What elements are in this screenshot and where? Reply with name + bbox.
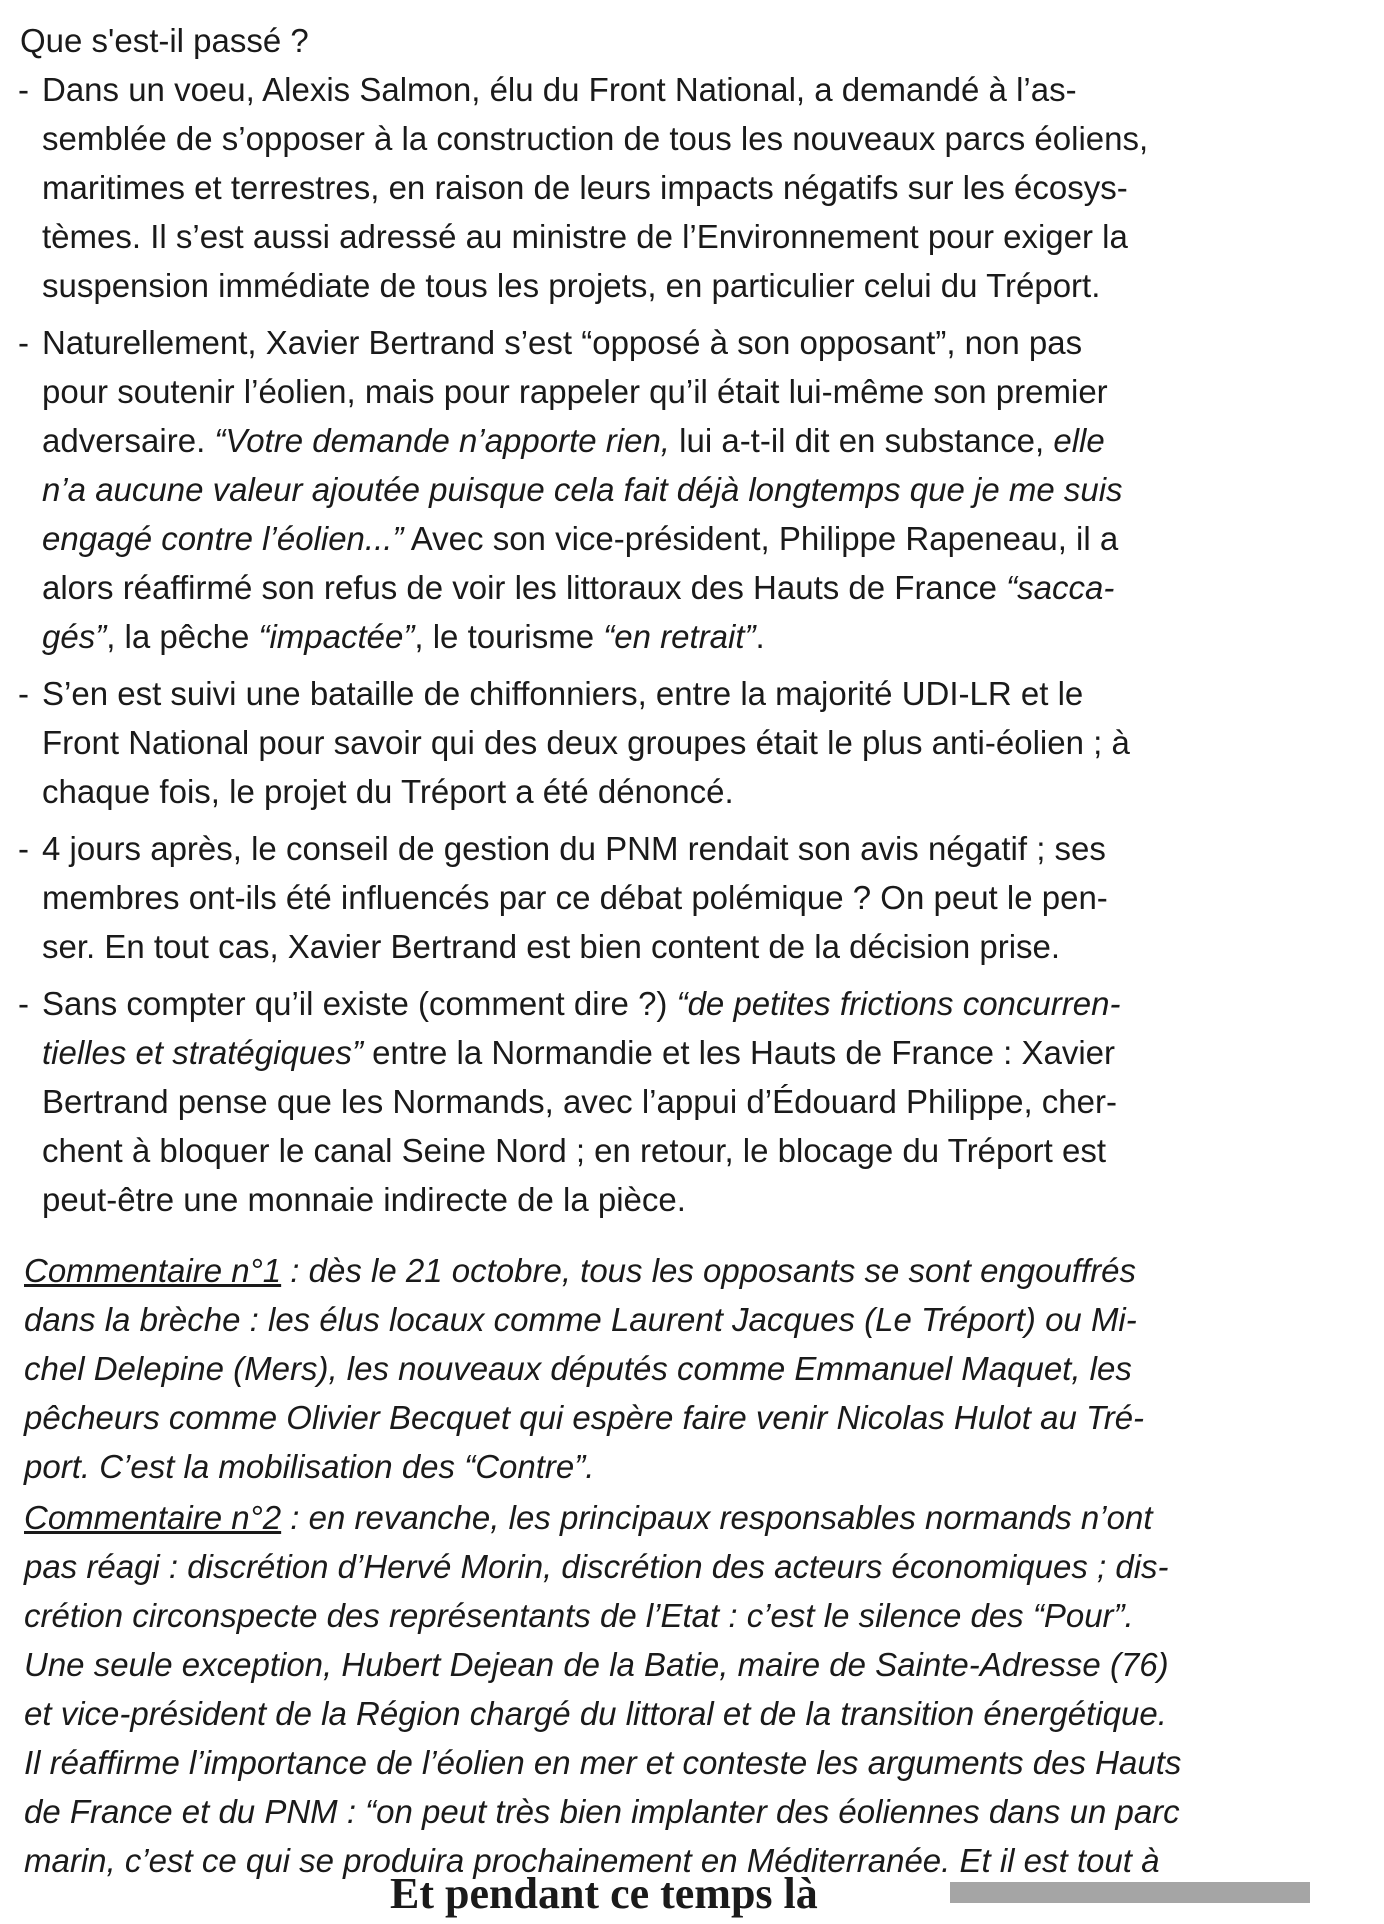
comment-line [24, 1493, 1344, 1542]
paragraph-line [42, 1175, 1332, 1224]
text-run: tèmes. Il s’est aussi adressé au ministre de l’Environnement pour exiger la [42, 218, 1128, 255]
bullet-dash: - [18, 324, 29, 361]
comment-line [24, 1591, 1344, 1640]
text-run: Bertrand pense que les Normands, avec l’appui d’Édouard Philippe, cher- [42, 1083, 1117, 1120]
comment-line [24, 1246, 1344, 1295]
text-run: S’en est suivi une bataille de chiffonniers, entre la majorité UDI-LR et le [42, 675, 1084, 712]
paragraph-line [42, 873, 1332, 922]
text-run: et vice-président de la Région chargé du littoral et de la transition énergétique. [24, 1695, 1167, 1732]
text-run: peut-être une monnaie indirecte de la pièce. [42, 1181, 686, 1218]
paragraph-line [42, 65, 1332, 114]
bullet-dash: - [18, 71, 29, 108]
text-run: crétion circonspecte des représentants de l’Etat : c’est le silence des “Pour”. [24, 1597, 1134, 1634]
paragraph-line [42, 163, 1332, 212]
text-run: ser. En tout cas, Xavier Bertrand est bien content de la décision prise. [42, 928, 1061, 965]
text-run: marin, c’est ce qui se produira prochainement en Méditerranée. Et il est tout à [24, 1842, 1160, 1879]
text-run: “sacca- [1006, 569, 1115, 606]
footer-heading: Et pendant ce temps là [390, 1869, 818, 1918]
text-run: n’a aucune valeur ajoutée puisque cela fait déjà longtemps que je me suis [42, 471, 1123, 508]
text-run: pêcheurs comme Olivier Becquet qui espère faire venir Nicolas Hulot au Tré- [24, 1399, 1145, 1436]
text-run: chaque fois, le projet du Tréport a été dénoncé. [42, 773, 734, 810]
paragraph-line [42, 767, 1332, 816]
bullet-dash: - [18, 985, 29, 1022]
text-run: “Votre demande n’apporte rien, [214, 422, 670, 459]
text-run: “en retrait” [603, 618, 756, 655]
paragraph-line [42, 465, 1332, 514]
text-run: . [755, 618, 765, 655]
text-run: “de petites frictions concurren- [676, 985, 1121, 1022]
text-run: port. C’est la mobilisation des “Contre”. [24, 1448, 595, 1485]
paragraph-line [42, 514, 1332, 563]
paragraph-line [42, 416, 1332, 465]
bullet-dash: - [18, 830, 29, 867]
text-run: , la pêche [106, 618, 259, 655]
paragraph-line [42, 922, 1332, 971]
comment-line [24, 1542, 1344, 1591]
bullet-dash: - [18, 675, 29, 712]
comment-line [24, 1640, 1344, 1689]
text-run: lui a-t-il dit en substance, [669, 422, 1054, 459]
paragraph-line [42, 1028, 1332, 1077]
comment-line [24, 1442, 1344, 1491]
text-run: adversaire. [42, 422, 215, 459]
text-run: entre la Normandie et les Hauts de France : Xavier [363, 1034, 1116, 1071]
text-run: : dès le 21 octobre, tous les opposants se sont engouffrés [281, 1252, 1137, 1289]
text-run: Dans un voeu, Alexis Salmon, élu du Front National, a demandé à l’as- [42, 71, 1077, 108]
text-run: “impactée” [258, 618, 415, 655]
paragraph-line [42, 1126, 1332, 1175]
text-run: Sans compter qu’il existe (comment dire ?) [42, 985, 677, 1022]
text-run: 4 jours après, le conseil de gestion du PNM rendait son avis négatif ; ses [42, 830, 1106, 867]
paragraph-line [42, 114, 1332, 163]
text-run: pour soutenir l’éolien, mais pour rappeler qu’il était lui-même son premier [42, 373, 1108, 410]
text-run: de France et du PNM : “on peut très bien implanter des éoliennes dans un parc [24, 1793, 1180, 1830]
comment-line [24, 1344, 1344, 1393]
text-run: Front National pour savoir qui des deux groupes était le plus anti-éolien ; à [42, 724, 1130, 761]
text-run: Avec son vice-président, Philippe Rapeneau, il a [403, 520, 1119, 557]
text-run: Il réaffirme l’importance de l’éolien en mer et conteste les arguments des Hauts [24, 1744, 1182, 1781]
comment-line [24, 1787, 1344, 1836]
comment-line [24, 1738, 1344, 1787]
comment-line [24, 1393, 1344, 1442]
text-run: chel Delepine (Mers), les nouveaux députés comme Emmanuel Maquet, les [24, 1350, 1132, 1387]
text-run: suspension immédiate de tous les projets, en particulier celui du Tréport. [42, 267, 1101, 304]
paragraph-line [42, 563, 1332, 612]
text-run: engagé contre l’éolien...” [42, 520, 404, 557]
text-run: maritimes et terrestres, en raison de leurs impacts négatifs sur les écosys- [42, 169, 1128, 206]
paragraph-line [42, 669, 1332, 718]
paragraph-line [42, 718, 1332, 767]
text-run: semblée de s’opposer à la construction de tous les nouveaux parcs éoliens, [42, 120, 1149, 157]
text-run: elle [1053, 422, 1105, 459]
text-run: alors réaffirmé son refus de voir les littoraux des Hauts de France [42, 569, 1007, 606]
comment-line [24, 1295, 1344, 1344]
comment-line [24, 1689, 1344, 1738]
text-run: gés” [42, 618, 107, 655]
section-heading: Que s'est-il passé ? [20, 22, 309, 59]
text-run: Une seule exception, Hubert Dejean de la Batie, maire de Sainte-Adresse (76) [24, 1646, 1169, 1683]
text-run: Naturellement, Xavier Bertrand s’est “opposé à son opposant”, non pas [42, 324, 1083, 361]
comment-label: Commentaire n°2 [24, 1499, 282, 1536]
paragraph-line [42, 612, 1332, 661]
footer-rule [950, 1882, 1310, 1903]
text-run: dans la brèche : les élus locaux comme Laurent Jacques (Le Tréport) ou Mi- [24, 1301, 1137, 1338]
paragraph-line [42, 367, 1332, 416]
text-run: chent à bloquer le canal Seine Nord ; en retour, le blocage du Tréport est [42, 1132, 1107, 1169]
paragraph-line [42, 318, 1332, 367]
paragraph-line [42, 1077, 1332, 1126]
text-run: tielles et stratégiques” [42, 1034, 363, 1071]
text-run: pas réagi : discrétion d’Hervé Morin, discrétion des acteurs économiques ; dis- [24, 1548, 1169, 1585]
text-run: : en revanche, les principaux responsables normands n’ont [281, 1499, 1153, 1536]
paragraph-line [42, 212, 1332, 261]
paragraph-line [42, 824, 1332, 873]
paragraph-line [42, 261, 1332, 310]
comment-label: Commentaire n°1 [24, 1252, 282, 1289]
text-run: , le tourisme [414, 618, 604, 655]
text-run: membres ont-ils été influencés par ce débat polémique ? On peut le pen- [42, 879, 1108, 916]
paragraph-line [42, 979, 1332, 1028]
